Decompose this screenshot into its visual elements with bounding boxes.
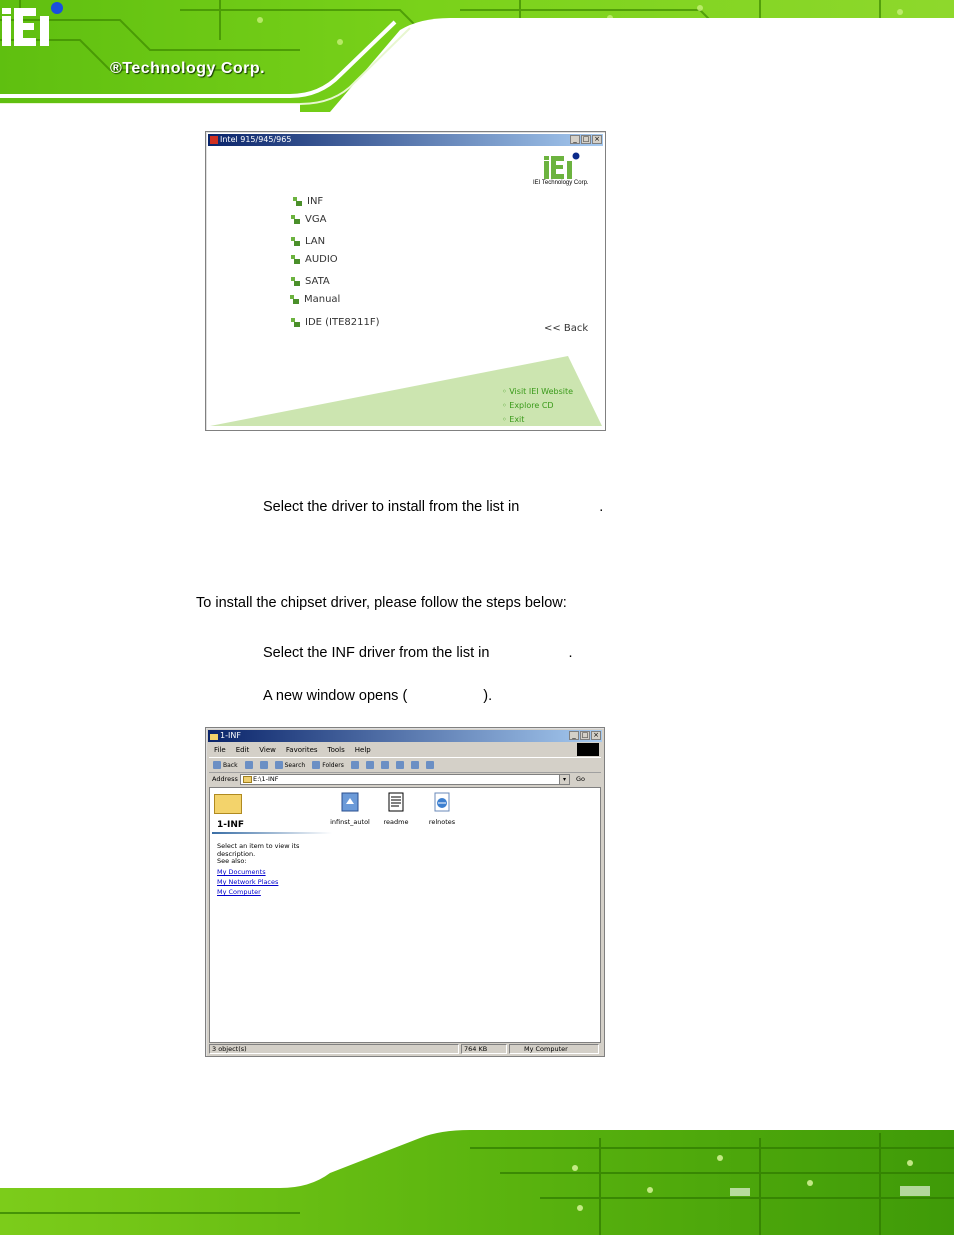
folder-icon (243, 776, 252, 783)
move-to-button[interactable] (366, 761, 374, 769)
step-select-driver: Select the driver to install from the list in . (263, 499, 604, 515)
menu-favorites[interactable]: Favorites (285, 745, 318, 754)
green-wedge-decoration (208, 146, 603, 428)
explorer-titlebar (208, 730, 602, 742)
search-button[interactable]: Search (275, 761, 306, 769)
undo-icon (411, 761, 419, 769)
minimize-button[interactable]: _ (569, 731, 579, 740)
menu-bar (209, 743, 601, 756)
green-bullet-icon (291, 255, 300, 264)
description-text: Select an item to view its description. (217, 842, 300, 858)
back-button[interactable]: Back (213, 761, 238, 769)
close-button[interactable]: × (592, 135, 602, 144)
my-documents-link[interactable]: My Documents (217, 868, 266, 876)
folder-divider (212, 832, 332, 834)
delete-icon (396, 761, 404, 769)
explorer-title: 1-INF (220, 731, 241, 740)
folder-name: 1-INF (217, 820, 245, 830)
menu-edit[interactable]: Edit (235, 745, 250, 754)
menu-view[interactable]: View (259, 745, 276, 754)
green-bullet-icon (291, 318, 300, 327)
driver-item-ide[interactable]: IDE (ITE8211F) (291, 317, 380, 328)
driver-item-audio[interactable]: AUDIO (291, 254, 338, 265)
text-file-icon (386, 792, 406, 812)
go-button[interactable]: Go (576, 775, 586, 783)
folder-icon (210, 732, 218, 740)
step-new-window: A new window opens ( ). (263, 688, 493, 704)
driver-item-vga[interactable]: VGA (291, 214, 326, 225)
windows-flag-icon (577, 743, 599, 756)
views-icon (426, 761, 434, 769)
step-select-inf: Select the INF driver from the list in . (263, 645, 573, 661)
app-icon (210, 136, 218, 144)
status-bar (209, 1044, 601, 1055)
green-bullet-icon (291, 215, 300, 224)
visit-website-link[interactable]: ◦ Visit IEI Website (502, 387, 574, 396)
green-bullet-icon (291, 237, 300, 246)
status-zone: My Computer (509, 1044, 599, 1054)
address-dropdown-icon[interactable]: ▾ (559, 775, 569, 784)
close-button[interactable]: × (591, 731, 601, 740)
circuit-board-footer-art (0, 1128, 954, 1235)
copy-to-icon (381, 761, 389, 769)
page-footer (0, 1128, 954, 1235)
forward-button[interactable] (245, 761, 253, 769)
explorer-window (205, 727, 605, 1057)
menu-tools[interactable]: Tools (327, 745, 345, 754)
installer-icon (340, 792, 360, 812)
logo-caption: IEI Technology Corp. (533, 180, 589, 186)
launcher-title: Intel 915/945/965 (220, 135, 292, 144)
my-computer-link[interactable]: My Computer (217, 888, 261, 896)
move-to-icon (366, 761, 374, 769)
driver-item-sata[interactable]: SATA (291, 276, 330, 287)
chipset-intro: To install the chipset driver, please follow the steps below: (196, 595, 567, 611)
file-readme[interactable]: readme (371, 792, 421, 826)
address-bar (209, 772, 601, 786)
circuit-board-header-art (0, 0, 954, 112)
driver-item-lan[interactable]: LAN (291, 236, 325, 247)
launcher-content (208, 146, 603, 428)
page-header (0, 0, 954, 112)
my-network-places-link[interactable]: My Network Places (217, 878, 279, 886)
address-input[interactable]: E:\1-INF ▾ (240, 774, 570, 785)
address-label: Address (212, 775, 238, 783)
folders-button[interactable]: Folders (312, 761, 344, 769)
green-bullet-icon (290, 295, 299, 304)
status-size: 764 KB (461, 1044, 507, 1054)
menu-help[interactable]: Help (354, 745, 371, 754)
delete-button[interactable] (396, 761, 404, 769)
history-button[interactable] (351, 761, 359, 769)
history-icon (351, 761, 359, 769)
web-view-pane (210, 788, 332, 1042)
html-file-icon (432, 792, 452, 812)
toolbar (209, 757, 601, 773)
brand-tagline: ®Technology Corp. (110, 60, 266, 77)
driver-item-inf[interactable]: INF (293, 196, 323, 207)
minimize-button[interactable]: _ (570, 135, 580, 144)
exit-link[interactable]: ◦ Exit (502, 415, 525, 424)
maximize-button[interactable]: □ (581, 731, 589, 739)
copy-to-button[interactable] (381, 761, 389, 769)
file-infinst-autol[interactable]: infinst_autol (325, 792, 375, 826)
back-arrow-icon (213, 761, 221, 769)
maximize-button[interactable]: □ (582, 135, 590, 143)
search-icon (275, 761, 283, 769)
see-also-label: See also: (217, 857, 247, 865)
driver-cd-launcher-window (205, 131, 606, 431)
menu-file[interactable]: File (214, 745, 226, 754)
green-bullet-icon (291, 277, 300, 286)
file-relnotes[interactable]: relnotes (417, 792, 467, 826)
green-bullet-icon (293, 197, 302, 206)
iei-mini-logo (542, 149, 582, 181)
up-folder-button[interactable] (260, 761, 268, 769)
forward-arrow-icon (245, 761, 253, 769)
launcher-titlebar (208, 134, 603, 146)
iei-logo (0, 0, 70, 50)
folders-icon (312, 761, 320, 769)
status-objects: 3 object(s) (209, 1044, 459, 1054)
up-folder-icon (260, 761, 268, 769)
views-button[interactable] (426, 761, 434, 769)
folder-view (209, 787, 601, 1043)
back-link[interactable]: << Back (544, 323, 589, 334)
undo-button[interactable] (411, 761, 419, 769)
explore-cd-link[interactable]: ◦ Explore CD (502, 401, 554, 410)
large-folder-icon (214, 794, 242, 814)
driver-item-manual[interactable]: Manual (290, 294, 340, 305)
